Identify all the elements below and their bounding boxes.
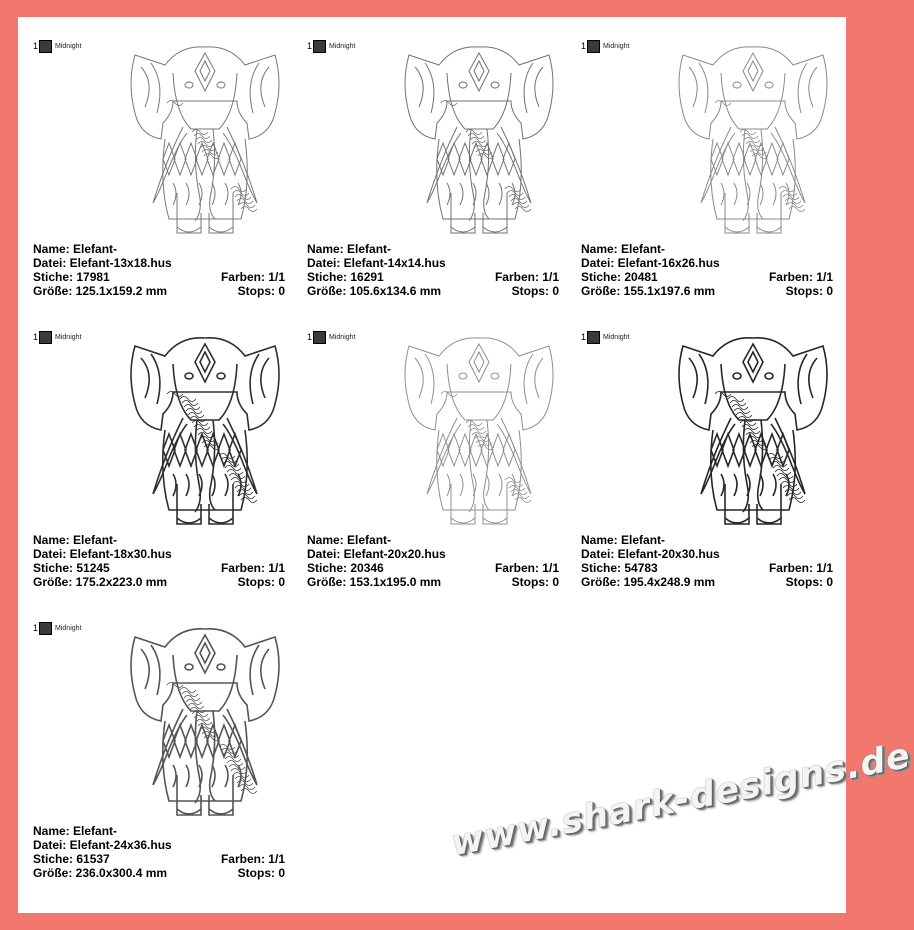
embroidery-stroke <box>459 373 499 379</box>
stitch-count: Stiche: 16291 <box>307 270 384 284</box>
design-name: Name: Elefant- <box>33 242 118 256</box>
swatch-number: 1 <box>33 332 39 342</box>
color-name: Midnight <box>329 42 356 50</box>
color-swatch-row <box>581 330 629 344</box>
embroidery-stroke <box>177 227 233 232</box>
embroidery-stroke <box>689 354 817 404</box>
design-file: Datei: Elefant-24x36.hus <box>33 838 172 852</box>
color-name: Midnight <box>603 333 630 341</box>
embroidery-stroke <box>474 61 484 81</box>
color-name: Midnight <box>55 42 82 50</box>
elephant-embroidery-preview <box>673 43 833 239</box>
embroidery-stroke <box>499 474 502 496</box>
embroidery-stroke <box>141 63 269 113</box>
embroidery-stroke <box>503 434 515 466</box>
elephant-embroidery-preview <box>399 334 559 530</box>
stitch-count: Stiche: 20346 <box>307 561 384 575</box>
color-count: Farben: 1/1 <box>220 270 285 284</box>
stop-count: Stops: 0 <box>237 866 285 880</box>
stop-count: Stops: 0 <box>511 284 559 298</box>
stop-count: Stops: 0 <box>785 284 833 298</box>
design-name: Name: Elefant- <box>33 533 118 547</box>
swatch-number: 1 <box>307 41 313 51</box>
embroidery-stroke <box>225 183 228 205</box>
color-count: Farben: 1/1 <box>494 561 559 575</box>
embroidery-stroke <box>174 143 186 175</box>
elephant-embroidery-preview <box>125 625 285 821</box>
embroidery-stroke <box>721 183 724 205</box>
embroidery-stroke <box>512 183 515 205</box>
embroidery-stroke <box>766 143 778 175</box>
embroidery-stroke <box>481 434 493 466</box>
embroidery-stroke <box>725 518 781 523</box>
design-card[interactable] <box>33 39 293 309</box>
embroidery-stroke <box>492 434 504 466</box>
color-swatch-row <box>307 39 355 53</box>
color-swatch-row <box>307 330 355 344</box>
design-info <box>33 533 285 589</box>
color-name: Midnight <box>55 333 82 341</box>
embroidery-stroke <box>195 344 215 382</box>
embroidery-stroke <box>186 183 189 205</box>
embroidery-stroke <box>725 227 781 232</box>
design-file: Datei: Elefant-13x18.hus <box>33 256 172 270</box>
embroidery-stroke <box>725 484 781 524</box>
design-size: Größe: 195.4x248.9 mm <box>581 575 716 589</box>
stop-count: Stops: 0 <box>237 575 285 589</box>
embroidery-stroke <box>734 474 737 496</box>
embroidery-stroke <box>460 474 463 496</box>
design-file: Datei: Elefant-18x30.hus <box>33 547 172 561</box>
stitch-count: Stiche: 51245 <box>33 561 110 575</box>
design-info <box>581 533 833 589</box>
embroidery-stroke <box>225 474 228 496</box>
embroidery-stroke <box>503 143 515 175</box>
embroidery-stroke <box>173 183 176 205</box>
design-sheet <box>18 17 914 913</box>
embroidery-stroke <box>177 775 233 815</box>
embroidery-stroke <box>186 474 189 496</box>
embroidery-stroke <box>499 183 502 205</box>
embroidery-stroke <box>469 344 489 382</box>
stitch-count: Stiche: 61537 <box>33 852 110 866</box>
embroidery-stroke <box>451 227 507 232</box>
embroidery-stroke <box>733 82 773 88</box>
design-info <box>33 242 285 298</box>
embroidery-stroke <box>173 765 176 787</box>
design-card[interactable] <box>307 39 567 309</box>
design-card[interactable] <box>581 39 841 309</box>
embroidery-stroke <box>185 82 225 88</box>
embroidery-stroke <box>469 53 489 91</box>
design-info <box>33 824 285 880</box>
embroidery-stroke <box>200 352 210 372</box>
swatch-number: 1 <box>33 41 39 51</box>
embroidery-stroke <box>734 183 737 205</box>
embroidery-stroke <box>218 143 230 175</box>
embroidery-stroke <box>173 474 176 496</box>
embroidery-stroke <box>195 635 215 673</box>
design-name: Name: Elefant- <box>307 533 392 547</box>
stop-count: Stops: 0 <box>785 575 833 589</box>
swatch-number: 1 <box>33 623 39 633</box>
embroidery-stroke <box>459 82 499 88</box>
embroidery-stroke <box>481 143 493 175</box>
color-count: Farben: 1/1 <box>220 852 285 866</box>
embroidery-stroke <box>721 474 724 496</box>
design-card[interactable] <box>33 330 293 600</box>
embroidery-stroke <box>451 518 507 523</box>
embroidery-stroke <box>225 765 228 787</box>
color-name: Midnight <box>55 624 82 632</box>
design-info <box>307 242 559 298</box>
embroidery-stroke <box>177 193 233 233</box>
color-name: Midnight <box>603 42 630 50</box>
embroidery-stroke <box>470 434 482 466</box>
embroidery-stroke <box>185 664 225 670</box>
embroidery-stroke <box>229 143 241 175</box>
embroidery-stroke <box>512 474 515 496</box>
design-info <box>307 533 559 589</box>
embroidery-stroke <box>195 53 215 91</box>
stop-count: Stops: 0 <box>237 284 285 298</box>
embroidery-stroke <box>451 484 507 524</box>
embroidery-stroke <box>460 183 463 205</box>
embroidery-stroke <box>773 183 776 205</box>
embroidery-stroke <box>447 474 450 496</box>
embroidery-stroke <box>141 354 269 404</box>
embroidery-stroke <box>448 143 460 175</box>
embroidery-stroke <box>755 143 767 175</box>
stitch-count: Stiche: 20481 <box>581 270 658 284</box>
elephant-embroidery-preview <box>399 43 559 239</box>
design-name: Name: Elefant- <box>581 242 666 256</box>
design-file: Datei: Elefant-16x26.hus <box>581 256 720 270</box>
embroidery-stroke <box>748 61 758 81</box>
design-size: Größe: 125.1x159.2 mm <box>33 284 168 298</box>
embroidery-stroke <box>689 63 817 113</box>
swatch-number: 1 <box>307 332 313 342</box>
embroidery-stroke <box>177 518 233 523</box>
embroidery-stroke <box>744 143 756 175</box>
embroidery-stroke <box>777 143 789 175</box>
color-swatch-row <box>581 39 629 53</box>
color-swatch-row <box>33 621 81 635</box>
design-name: Name: Elefant- <box>581 533 666 547</box>
design-card[interactable] <box>581 330 841 600</box>
color-count: Farben: 1/1 <box>768 561 833 575</box>
color-swatch <box>313 40 326 53</box>
color-swatch <box>39 40 52 53</box>
embroidery-stroke <box>415 63 543 113</box>
color-swatch <box>313 331 326 344</box>
embroidery-stroke <box>492 143 504 175</box>
embroidery-stroke <box>743 53 763 91</box>
swatch-number: 1 <box>581 332 587 342</box>
embroidery-stroke <box>196 143 208 175</box>
elephant-embroidery-preview <box>125 43 285 239</box>
color-swatch <box>39 331 52 344</box>
color-swatch <box>587 40 600 53</box>
design-name: Name: Elefant- <box>307 242 392 256</box>
embroidery-stroke <box>470 143 482 175</box>
embroidery-stroke <box>447 183 450 205</box>
embroidery-stroke <box>207 143 219 175</box>
design-size: Größe: 236.0x300.4 mm <box>33 866 168 880</box>
design-info <box>581 242 833 298</box>
embroidery-stroke <box>185 373 225 379</box>
embroidery-stroke <box>448 434 460 466</box>
color-count: Farben: 1/1 <box>768 270 833 284</box>
embroidery-stroke <box>773 474 776 496</box>
design-size: Größe: 175.2x223.0 mm <box>33 575 168 589</box>
design-size: Größe: 105.6x134.6 mm <box>307 284 442 298</box>
embroidery-stroke <box>474 352 484 372</box>
stop-count: Stops: 0 <box>511 575 559 589</box>
design-card[interactable] <box>33 621 293 891</box>
embroidery-stroke <box>141 645 269 695</box>
design-file: Datei: Elefant-20x30.hus <box>581 547 720 561</box>
embroidery-stroke <box>722 143 734 175</box>
embroidery-stroke <box>733 373 773 379</box>
embroidery-stroke <box>177 484 233 524</box>
embroidery-stroke <box>200 643 210 663</box>
design-size: Größe: 153.1x195.0 mm <box>307 575 442 589</box>
embroidery-stroke <box>786 183 789 205</box>
embroidery-stroke <box>200 61 210 81</box>
color-swatch <box>587 331 600 344</box>
design-file: Datei: Elefant-14x14.hus <box>307 256 446 270</box>
stitch-count: Stiche: 54783 <box>581 561 658 575</box>
embroidery-stroke <box>415 354 543 404</box>
embroidery-stroke <box>186 765 189 787</box>
embroidery-stroke <box>177 809 233 814</box>
color-swatch-row <box>33 330 81 344</box>
color-count: Farben: 1/1 <box>494 270 559 284</box>
elephant-embroidery-preview <box>673 334 833 530</box>
stitch-count: Stiche: 17981 <box>33 270 110 284</box>
swatch-number: 1 <box>581 41 587 51</box>
color-count: Farben: 1/1 <box>220 561 285 575</box>
design-name: Name: Elefant- <box>33 824 118 838</box>
elephant-embroidery-preview <box>125 334 285 530</box>
design-file: Datei: Elefant-20x20.hus <box>307 547 446 561</box>
color-swatch <box>39 622 52 635</box>
embroidery-stroke <box>725 193 781 233</box>
embroidery-stroke <box>238 183 241 205</box>
watermark-url: www.shark-designs.de <box>448 735 914 865</box>
design-size: Größe: 155.1x197.6 mm <box>581 284 716 298</box>
design-card[interactable] <box>307 330 567 600</box>
embroidery-stroke <box>451 193 507 233</box>
color-swatch-row <box>33 39 81 53</box>
embroidery-stroke <box>748 352 758 372</box>
embroidery-stroke <box>743 344 763 382</box>
color-name: Midnight <box>329 333 356 341</box>
